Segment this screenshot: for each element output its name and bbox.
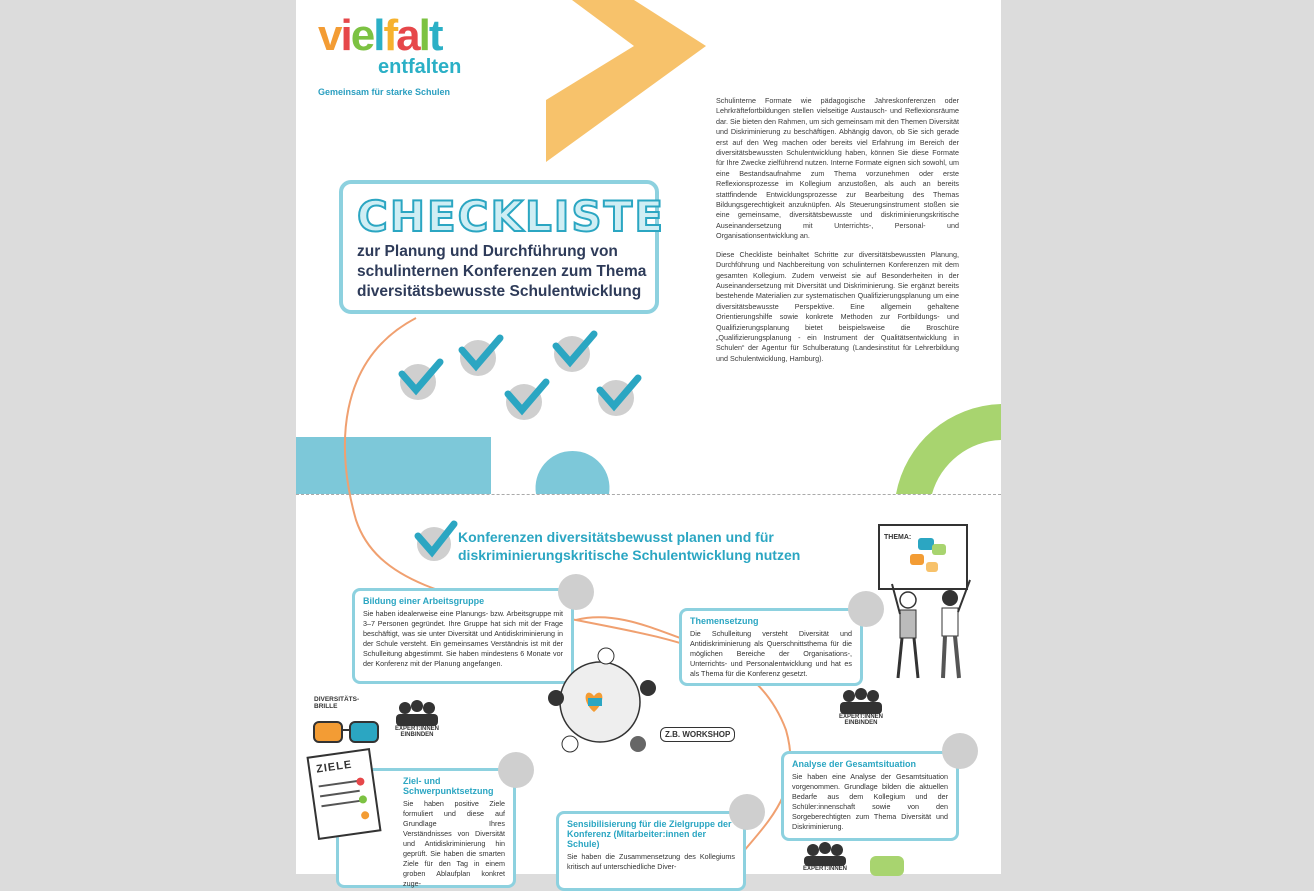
- title-subtitle: zur Planung und Durchführung von schulinternen Konferenzen zum Thema diversitätsbewusste Schulentwicklung: [357, 243, 647, 300]
- status-circle: [558, 574, 594, 610]
- card-text: Sie haben die Zusammensetzung des Kollegiums kritisch auf unterschiedliche Diver-: [567, 852, 735, 871]
- status-circle: [942, 733, 978, 769]
- checkmark-cluster: [392, 328, 662, 428]
- people-illustration: [888, 574, 978, 684]
- logo-letter: e: [350, 11, 374, 60]
- logo-sub: entfalten: [378, 56, 462, 78]
- section-check-icon: [414, 520, 456, 562]
- card-title: Bildung einer Arbeitsgruppe: [363, 596, 485, 606]
- intro-text: [716, 96, 959, 372]
- check-icon: [400, 362, 440, 400]
- green-bubble-shape: [870, 856, 904, 876]
- logo-letter: f: [383, 11, 397, 60]
- page-separator: [296, 494, 1001, 495]
- logo-tagline: Gemeinsam für starke Schulen: [318, 87, 451, 97]
- card-text: Sie haben idealerweise eine Planungs- bzw. Arbeitsgruppe mit 3–7 Personen gegründet. Ihre Gruppe hat sich mit der Frage beschäftigt, was sie unter Diversität und Antidiskriminierung in der Schule versteht. Ein gemeinsames Verständnis ist mit der Schulleitung abgestimmt. Sie haben mindestens 6 Monate vor der Konferenz mit der Planung angefangen.: [363, 609, 563, 668]
- workshop-label: Z.B. WORKSHOP: [660, 727, 735, 742]
- intro-paragraph-2: Diese Checkliste beinhaltet Schritte zur diversitätsbewussten Planung, Durchführung und Nachbereitung von schulinternen Konferenzen mit dem gesamten Kollegium. Zudem verweist sie auf Besonderheiten in der Auseinandersetzung mit Diversität und Diskriminierung. Sie ergänzt bereits bestehende Materialien zur systematischen Qualifizierungsplanung um eine diversitätsbewusste Perspektive. Eine allgemein gehaltene Orientierungshilfe sowie konkrete Methoden zur Fortbildungs- und Qualifizierungsplanung bietet beispielsweise die Broschüre „Qualifizierungsplanung - ein Instrument der Qualitätsentwicklung in Schulen“ der Agentur für Schulberatung (Landesinstitut für Lehrerbildung und Schulentwicklung, Hamburg).: [716, 249, 959, 363]
- expert-label: EXPERT:INNEN EINBINDEN: [394, 726, 439, 738]
- check-icon: [506, 382, 546, 420]
- checkliste-heading: CHECKLISTE: [357, 192, 666, 241]
- status-circle: [848, 591, 884, 627]
- card-text: Sie haben positive Ziele formuliert und diese auf Grundlage Ihres Verständnisses von Diversität und Antidiskriminierung hin geprüft. Sie haben die smarten Ziele für den Tag in einem groben Ablaufplan konkret zuge-: [403, 799, 505, 888]
- card-title: Sensibilisierung für die Zielgruppe der Konferenz (Mitarbeiter:innen der Schule): [567, 819, 732, 849]
- expert-badge-1: [392, 696, 442, 744]
- title-box: [339, 180, 666, 314]
- card-title: Ziel- und Schwerpunktsetzung: [403, 776, 494, 796]
- card-themensetzung: [679, 608, 863, 686]
- logo-letter: a: [396, 11, 419, 60]
- ziele-sheet: [306, 748, 381, 840]
- section-title: Konferenzen diversitätsbewusst planen und für diskriminierungskritische Schulentwicklung nutzen: [458, 529, 801, 563]
- check-icon: [460, 338, 500, 376]
- logo-letter: v: [318, 11, 341, 60]
- document-page: [296, 0, 1001, 888]
- card-text: Die Schulleitung versteht Diversität und Antidiskriminierung als Querschnittsthema für die möglichen Bereiche der Organisations-, Unterrichts- und Personalentwicklung und hat es als Thema für die Konferenz gesetzt.: [690, 629, 852, 678]
- card-title: Themensetzung: [690, 616, 759, 626]
- intro-paragraph-1: Schulinterne Formate wie pädagogische Jahreskonferenzen oder Lehrkräftefortbildungen stellen vielseitige Austausch- und Reflexionsräume dar. Sie bieten den Rahmen, um sich gemeinsam mit den Themen Diversität und Diskriminierung zu beschäftigen. Abhängig davon, ob Sie sich gerade erst auf den Weg machen oder bereits viel Erfahrung im Bereich der diversitätsbewussten Schulentwicklung haben, können Sie diese Formate für Ihre Zwecke zielführend nutzen. Interne Formate eignen sich sowohl, um eine Bestandsaufnahme zum Thema vorzunehmen oder erste Reflexionsprozesse im Kollegium anzustoßen, als auch an bereits stattfindende Entwicklungsprozesse zur Bearbeitung des Themas Bildungsgerechtigkeit anzuknüpfen. Als Steuerungsinstrument stoßen sie eine gemeinsame, diversitätsbewusste und diskriminierungskritische Auseinandersetzung mit Unterrichts-, Personal- und Organisationsentwicklung an.: [716, 96, 959, 241]
- workshop-illustration: [540, 640, 660, 760]
- status-circle: [498, 752, 534, 788]
- logo-letter: l: [373, 11, 384, 60]
- card-analyse: [781, 751, 959, 841]
- expert-label: EXPERT:INNEN: [802, 866, 847, 872]
- status-circle: [729, 794, 765, 830]
- logo-letter: i: [340, 11, 351, 60]
- card-title: Analyse der Gesamtsituation: [792, 759, 917, 769]
- brille-label: DIVERSITÄTS-BRILLE: [314, 696, 360, 710]
- green-arc-shape: [896, 404, 1001, 494]
- check-icon: [598, 378, 638, 416]
- glasses-icon: [312, 716, 382, 750]
- expert-badge-3: [800, 838, 850, 874]
- logo-letter: t: [428, 11, 442, 60]
- thema-sign-label: THEMA:: [884, 534, 912, 541]
- logo-wordmark: [318, 11, 442, 60]
- orange-chevron-shape: [546, 0, 706, 162]
- ziele-label: ZIELE: [315, 758, 353, 776]
- check-icon: [554, 334, 594, 372]
- teal-rect-shape: [296, 437, 491, 494]
- expert-label: EXPERT:INNEN EINBINDEN: [838, 714, 883, 726]
- teal-half-circle-shape: [536, 451, 610, 494]
- logo-letter: l: [418, 11, 429, 60]
- card-sensibilisierung: [556, 811, 746, 891]
- card-text: Sie haben eine Analyse der Gesamtsituation vorgenommen. Grundlage bilden die aktuellen Bedarfe aus dem Kollegium und der Schüler:innenschaft sowie von den Sorgeberechtigten zum Thema Diversität und Diskriminierung.: [792, 772, 948, 831]
- expert-badge-2: [836, 684, 886, 732]
